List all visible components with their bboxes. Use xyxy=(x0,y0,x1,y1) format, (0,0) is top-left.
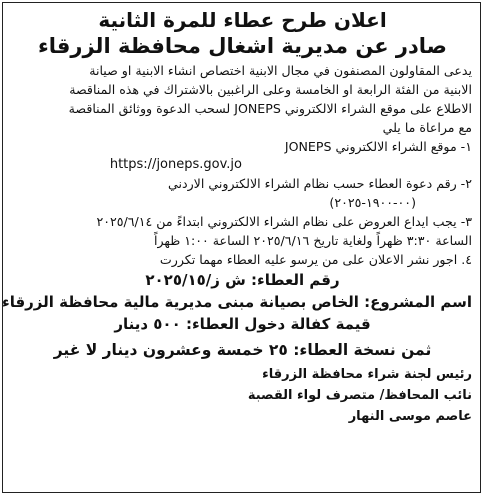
condition-3: ٣- يجب ايداع العروض على نظام الشراء الالكتروني ابتداءً من ٢٠٢٥/٦/١٤ xyxy=(96,214,472,229)
intro-line-3: الاطلاع على موقع الشراء الالكتروني JONEPS لسحب الدعوة ووثائق المناقصة xyxy=(68,101,472,116)
project-name: اسم المشروع: الخاص بصيانة مبنى مديرية مالية محافظة الزرقاء xyxy=(2,293,472,311)
document-price: ثمن نسخة العطاء: ٢٥ خمسة وعشرون دينار لا غير xyxy=(53,341,432,359)
conditions-list xyxy=(13,137,472,269)
condition-2: ٢- رقم دعوة العطاء حسب نظام الشراء الالكتروني الاردني xyxy=(167,176,472,191)
submission-deadline: الساعة ٣:٣٠ ظهراً ولغاية تاريخ ٢٠٢٥/٦/١٦ الساعة ١:٠٠ ظهراً xyxy=(153,233,472,248)
tender-details xyxy=(2,269,472,362)
signature-block xyxy=(13,364,472,427)
invitation-number: (٠٠-١٩٠٠-٢٠٢٥) xyxy=(329,195,416,210)
signatory-name: عاصم موسى النهار xyxy=(348,409,472,424)
tender-announcement xyxy=(2,2,481,493)
announcement-issuer: صادر عن مديرية اشغال محافظة الزرقاء xyxy=(38,34,447,58)
signature-title-1: رئيس لجنة شراء محافظة الزرقاء xyxy=(262,367,472,382)
joneps-url: https://joneps.gov.jo xyxy=(109,157,242,172)
announcement-title: اعلان طرح عطاء للمرة الثانية xyxy=(98,8,387,32)
intro-line-1: يدعى المقاولون المصنفون في مجال الابنية اختصاص انشاء الابنية او صيانة xyxy=(89,63,472,78)
intro-line-4: مع مراعاة ما يلي xyxy=(382,120,472,135)
condition-1: ١- موقع الشراء الالكتروني JONEPS xyxy=(284,139,472,154)
tender-number: رقم العطاء: ش ز/٢٠٢٥/١٥ xyxy=(145,271,340,289)
intro-paragraph xyxy=(13,61,472,137)
signature-title-2: نائب المحافظ/ متصرف لواء القصبة xyxy=(247,388,472,403)
condition-4: ٤. اجور نشر الاعلان على من يرسو عليه العطاء مهما تكررت xyxy=(159,252,472,267)
intro-line-2: الابنية من الفئة الرابعة او الخامسة وعلى الراغبين بالاشتراك في هذه المناقصة xyxy=(69,82,472,97)
bid-bond: قيمة كفالة دخول العطاء: ٥٠٠ دينار xyxy=(114,315,371,333)
